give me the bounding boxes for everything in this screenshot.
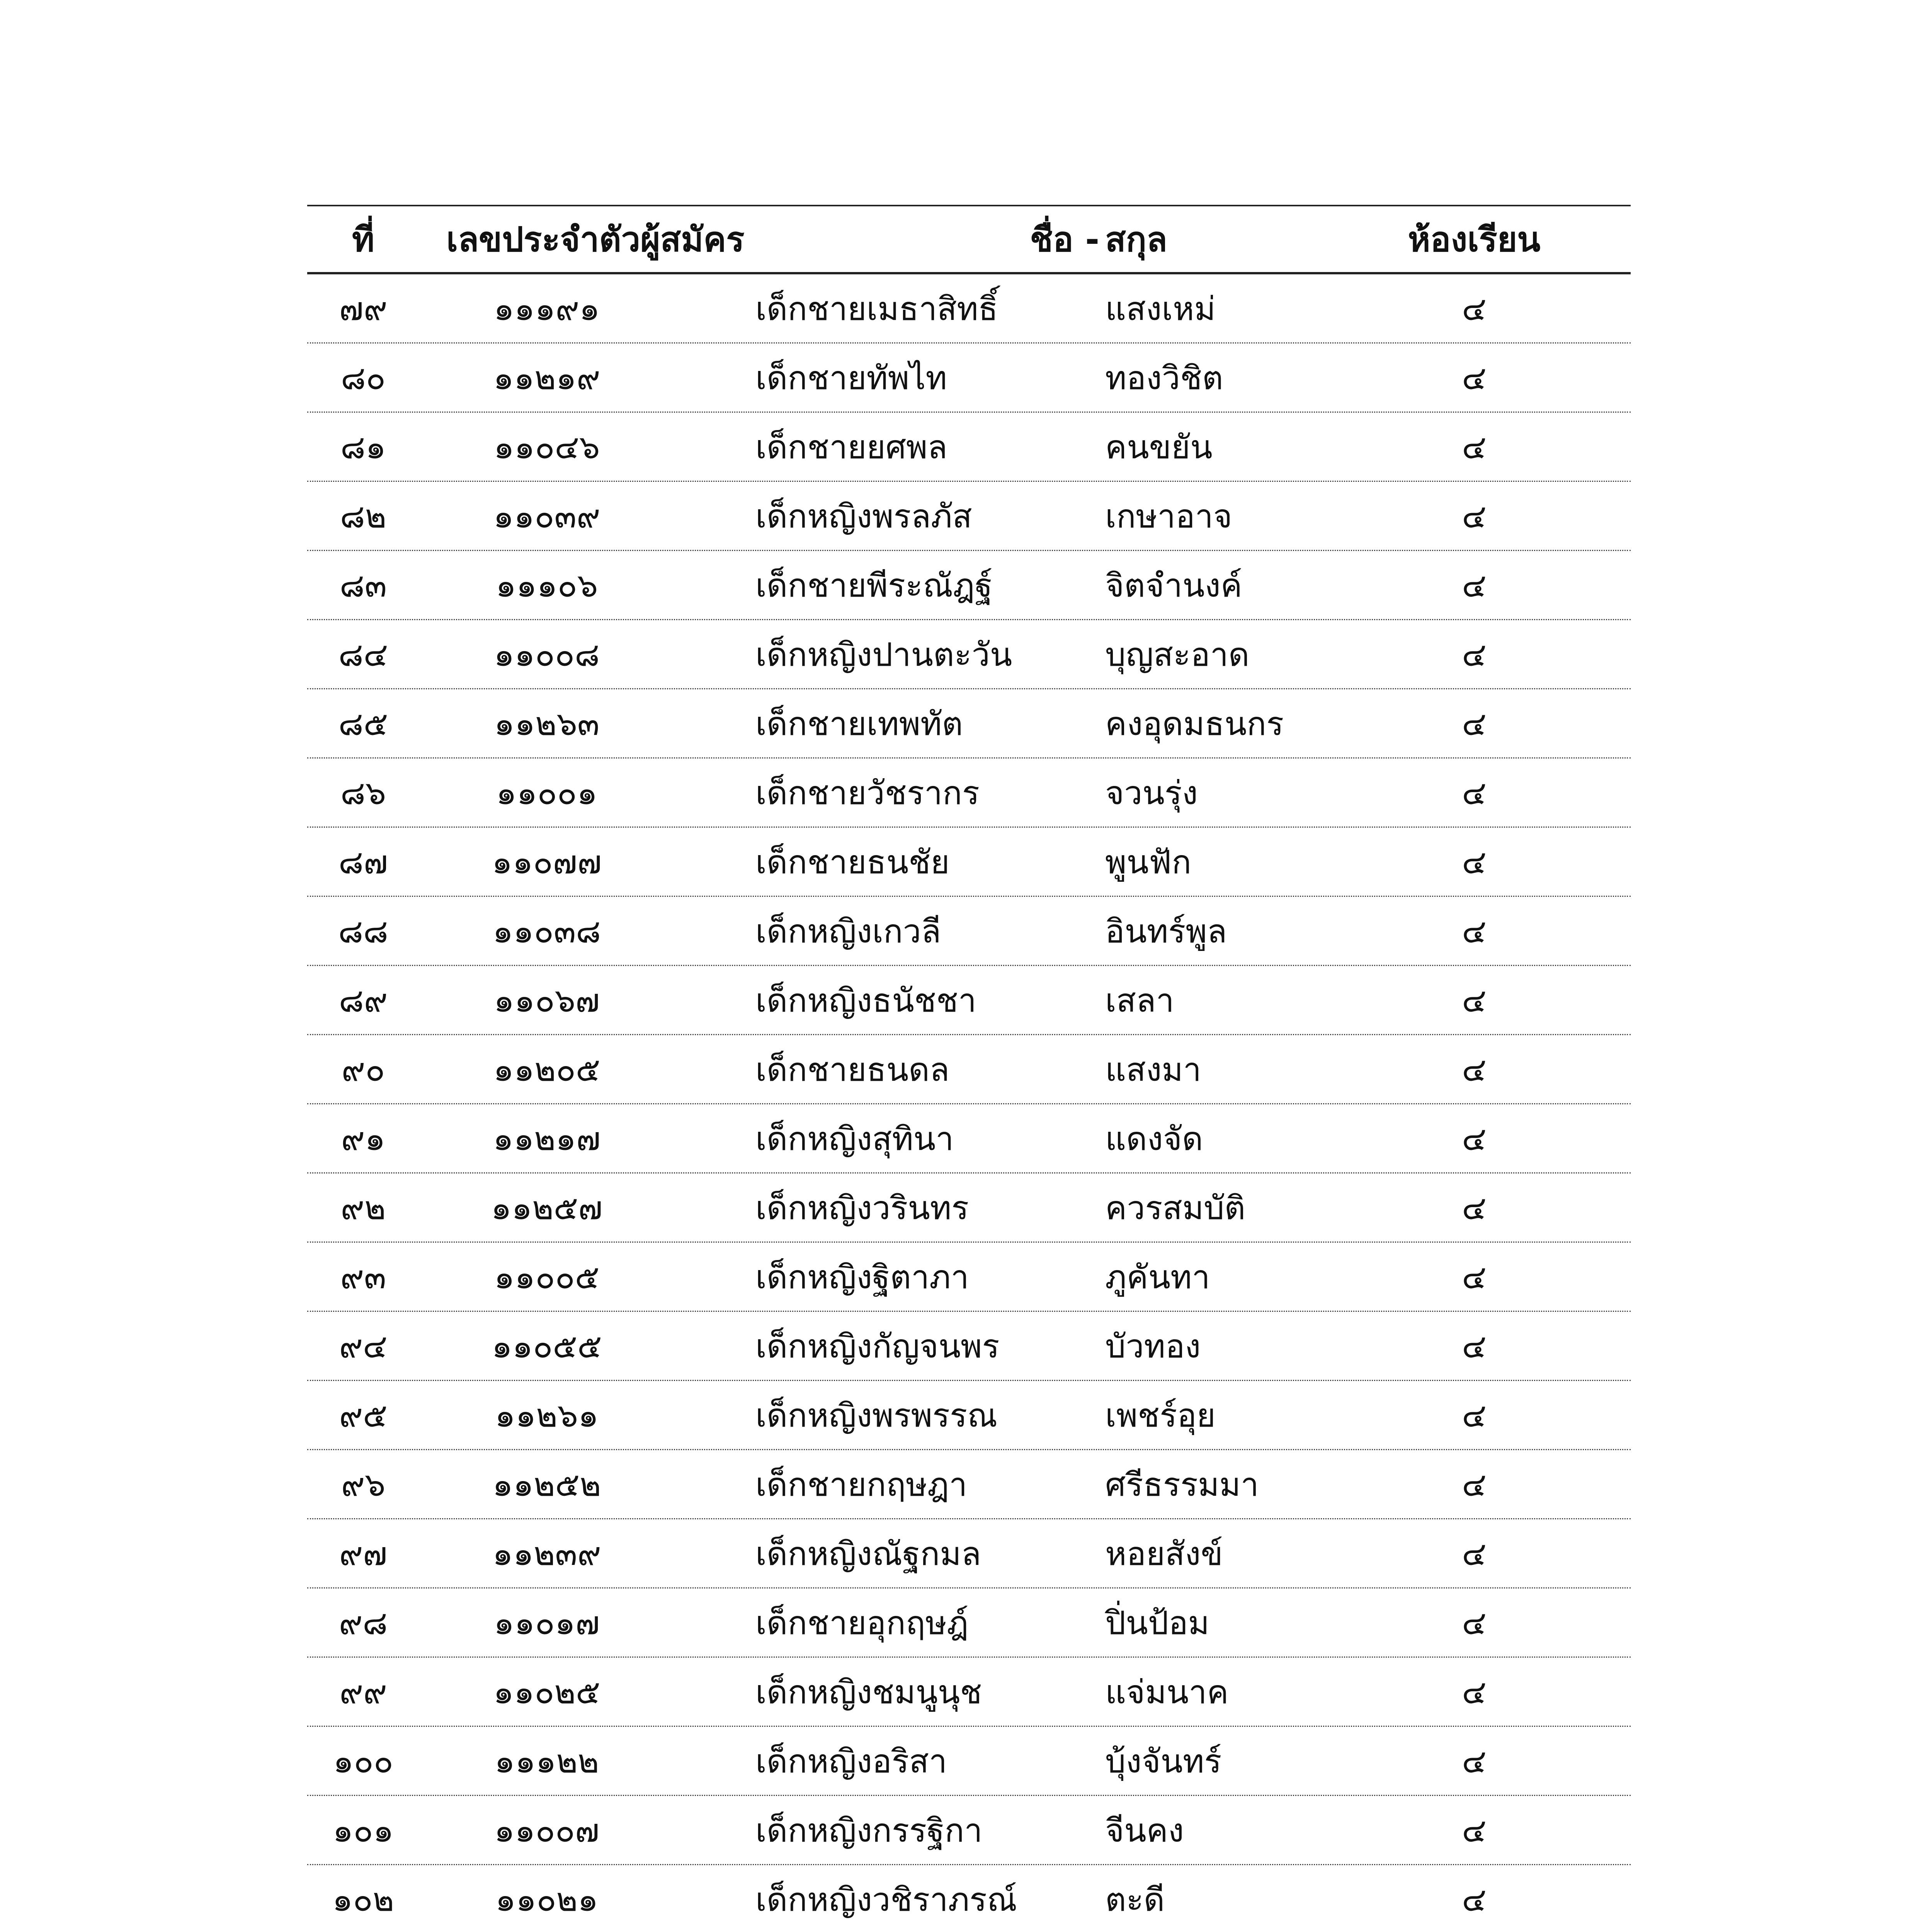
row-room: ๔	[1462, 1189, 1487, 1227]
row-last-name: พูนฟัก	[1105, 843, 1192, 881]
row-no: ๘๔	[338, 636, 388, 673]
row-room: ๔	[1462, 705, 1487, 743]
table-row	[307, 1381, 1631, 1450]
row-applicant-id: ๑๑๑๙๑	[493, 290, 600, 328]
row-room: ๔	[1462, 1673, 1487, 1711]
row-no: ๘๑	[340, 428, 386, 466]
row-last-name: หอยสังข์	[1105, 1535, 1223, 1573]
table-row	[307, 1796, 1631, 1865]
table-row	[307, 1312, 1631, 1381]
row-applicant-id: ๑๑๐๒๕	[493, 1673, 600, 1711]
row-room: ๔	[1462, 1535, 1487, 1573]
row-first-name: เด็กหญิงสุทินา	[755, 1120, 954, 1158]
row-no: ๑๐๑	[333, 1811, 394, 1849]
row-first-name: เด็กหญิงปานตะวัน	[755, 636, 1012, 673]
table-body	[307, 274, 1631, 1932]
row-applicant-id: ๑๑๐๖๗	[493, 981, 600, 1019]
row-last-name: เกษาอาจ	[1105, 497, 1232, 535]
row-room: ๔	[1462, 566, 1487, 604]
table-row	[307, 966, 1631, 1035]
table-row	[307, 759, 1631, 828]
row-applicant-id: ๑๑๐๐๘	[494, 636, 600, 673]
row-last-name: คนขยัน	[1105, 428, 1213, 466]
row-room: ๔	[1462, 1604, 1487, 1642]
table-row	[307, 1104, 1631, 1173]
row-room: ๔	[1462, 1396, 1487, 1434]
row-no: ๘๙	[338, 981, 388, 1019]
row-room: ๔	[1462, 1881, 1487, 1918]
row-last-name: ปิ่นป้อม	[1105, 1604, 1209, 1642]
row-applicant-id: ๑๑๒๖๓	[494, 705, 600, 743]
row-first-name: เด็กหญิงกัญจนพร	[755, 1327, 1000, 1365]
row-applicant-id: ๑๑๐๐๑	[496, 774, 598, 812]
row-no: ๘๗	[338, 843, 388, 881]
row-room: ๔	[1462, 1466, 1487, 1503]
header-room: ห้องเรียน	[1408, 219, 1541, 259]
row-last-name: บุญสะอาด	[1105, 636, 1250, 673]
row-applicant-id: ๑๑๐๔๖	[493, 428, 600, 466]
row-last-name: ควรสมบัติ	[1105, 1189, 1245, 1227]
row-last-name: ภูคันทา	[1105, 1258, 1210, 1296]
row-last-name: ตะดี	[1105, 1881, 1165, 1918]
row-first-name: เด็กหญิงเกวลี	[755, 912, 941, 950]
row-applicant-id: ๑๑๒๓๙	[492, 1535, 601, 1573]
table-row	[307, 1727, 1631, 1796]
row-no: ๙๙	[339, 1673, 387, 1711]
row-first-name: เด็กหญิงวรินทร	[755, 1189, 969, 1227]
row-first-name: เด็กชายวัชรากร	[755, 774, 980, 812]
row-applicant-id: ๑๑๐๑๗	[493, 1604, 600, 1642]
row-last-name: แสงเหม่	[1105, 290, 1216, 328]
row-applicant-id: ๑๑๒๐๕	[493, 1051, 600, 1088]
table-row	[307, 1588, 1631, 1658]
table-row	[307, 413, 1631, 482]
row-last-name: แดงจัด	[1105, 1120, 1203, 1158]
row-no: ๘๕	[338, 705, 388, 743]
row-applicant-id: ๑๑๐๒๑	[495, 1881, 599, 1918]
row-first-name: เด็กชายธนชัย	[755, 843, 950, 881]
row-applicant-id: ๑๑๒๕๒	[492, 1466, 601, 1503]
row-last-name: แสงมา	[1105, 1051, 1201, 1088]
row-last-name: บัวทอง	[1105, 1327, 1201, 1365]
row-applicant-id: ๑๑๒๑๙	[493, 359, 600, 397]
row-room: ๔	[1462, 912, 1487, 950]
header-applicant-id: เลขประจำตัวผู้สมัคร	[446, 219, 745, 259]
row-room: ๔	[1462, 497, 1487, 535]
row-last-name: บุ้งจันทร์	[1105, 1742, 1222, 1780]
table-row	[307, 1173, 1631, 1243]
row-last-name: คงอุดมธนกร	[1105, 705, 1284, 743]
row-applicant-id: ๑๑๐๐๗	[494, 1811, 600, 1849]
row-first-name: เด็กชายพีระณัฎฐ์	[755, 566, 993, 604]
row-first-name: เด็กหญิงกรรฐิกา	[755, 1811, 983, 1849]
row-applicant-id: ๑๑๐๐๕	[494, 1258, 600, 1296]
row-last-name: จิตจำนงค์	[1105, 566, 1242, 604]
table-row	[307, 482, 1631, 551]
student-roster-table	[307, 205, 1631, 1932]
row-applicant-id: ๑๑๐๕๕	[492, 1327, 602, 1365]
table-row	[307, 1450, 1631, 1519]
table-row	[307, 1519, 1631, 1588]
row-first-name: เด็กชายทัพไท	[755, 359, 947, 397]
row-no: ๘๒	[340, 497, 387, 535]
row-room: ๔	[1462, 1327, 1487, 1365]
row-no: ๗๙	[339, 290, 388, 328]
table-row	[307, 828, 1631, 897]
row-room: ๔	[1462, 774, 1487, 812]
row-applicant-id: ๑๑๑๒๒	[494, 1742, 599, 1780]
row-room: ๔	[1462, 1051, 1487, 1088]
row-no: ๙๔	[339, 1327, 388, 1365]
row-first-name: เด็กชายเมธาสิทธิ์	[755, 290, 998, 328]
row-first-name: เด็กชายกฤษฎา	[755, 1466, 968, 1503]
row-applicant-id: ๑๑๐๗๗	[492, 843, 602, 881]
row-first-name: เด็กหญิงณัฐกมล	[755, 1535, 981, 1573]
row-room: ๔	[1462, 428, 1487, 466]
row-room: ๔	[1462, 290, 1487, 328]
row-first-name: เด็กชายเทพทัต	[755, 705, 963, 743]
row-last-name: เสลา	[1105, 981, 1174, 1019]
row-no: ๙๗	[339, 1535, 388, 1573]
row-first-name: เด็กหญิงธนัชชา	[755, 981, 976, 1019]
row-room: ๔	[1462, 1120, 1487, 1158]
row-last-name: จีนคง	[1105, 1811, 1184, 1849]
row-first-name: เด็กชายยศพล	[755, 428, 947, 466]
table-row	[307, 897, 1631, 966]
row-room: ๔	[1462, 981, 1487, 1019]
row-first-name: เด็กชายอุกฤษฎ์	[755, 1604, 969, 1642]
table-row	[307, 1658, 1631, 1727]
row-room: ๔	[1462, 843, 1487, 881]
table-row	[307, 1035, 1631, 1104]
row-last-name: อินทร์พูล	[1105, 912, 1227, 950]
row-first-name: เด็กหญิงวชิราภรณ์	[755, 1881, 1017, 1918]
row-first-name: เด็กหญิงพรพรรณ	[755, 1396, 998, 1434]
row-first-name: เด็กหญิงพรลภัส	[755, 497, 972, 535]
row-first-name: เด็กชายธนดล	[755, 1051, 950, 1088]
table-row	[307, 274, 1631, 344]
table-row	[307, 1865, 1631, 1932]
row-first-name: เด็กหญิงชมนูนุช	[755, 1673, 982, 1711]
table-row	[307, 344, 1631, 413]
row-applicant-id: ๑๑๒๕๗	[491, 1189, 603, 1227]
table-row	[307, 1243, 1631, 1312]
row-room: ๔	[1462, 1811, 1487, 1849]
row-applicant-id: ๑๑๒๖๑	[495, 1396, 599, 1434]
row-no: ๑๐๒	[332, 1881, 394, 1918]
row-applicant-id: ๑๑๒๑๗	[493, 1120, 601, 1158]
row-applicant-id: ๑๑๑๐๖	[495, 566, 598, 604]
row-no: ๙๓	[340, 1258, 386, 1296]
row-room: ๔	[1462, 1258, 1487, 1296]
row-room: ๔	[1462, 359, 1487, 397]
table-row	[307, 551, 1631, 620]
row-no: ๙๑	[341, 1120, 386, 1158]
row-last-name: ศรีธรรมมา	[1105, 1466, 1259, 1503]
row-first-name: เด็กหญิงอริสา	[755, 1742, 947, 1780]
header-no: ที่	[352, 219, 374, 259]
row-no: ๙๕	[339, 1396, 388, 1434]
row-no: ๑๐๐	[333, 1742, 393, 1780]
row-first-name: เด็กหญิงฐิตาภา	[755, 1258, 969, 1296]
row-last-name: จวนรุ่ง	[1105, 774, 1198, 812]
row-no: ๙๘	[338, 1604, 388, 1642]
row-room: ๔	[1462, 636, 1487, 673]
header-first-name: ชื่อ -	[1030, 219, 1099, 259]
row-no: ๙๐	[341, 1051, 385, 1088]
row-no: ๘๖	[340, 774, 386, 812]
table-header	[307, 206, 1631, 274]
row-no: ๙๒	[340, 1189, 386, 1227]
row-applicant-id: ๑๑๐๓๙	[493, 497, 600, 535]
table-row	[307, 689, 1631, 759]
header-last-name: สกุล	[1105, 219, 1167, 259]
table-row	[307, 620, 1631, 689]
row-no: ๘๐	[340, 359, 386, 397]
row-last-name: ทองวิชิต	[1105, 359, 1223, 397]
row-last-name: แจ่มนาค	[1105, 1673, 1229, 1711]
row-no: ๙๖	[341, 1466, 386, 1503]
row-last-name: เพชร์อุย	[1105, 1396, 1216, 1434]
row-room: ๔	[1462, 1742, 1487, 1780]
row-no: ๘๘	[338, 912, 388, 950]
row-no: ๘๓	[339, 566, 387, 604]
row-applicant-id: ๑๑๐๓๘	[492, 912, 601, 950]
